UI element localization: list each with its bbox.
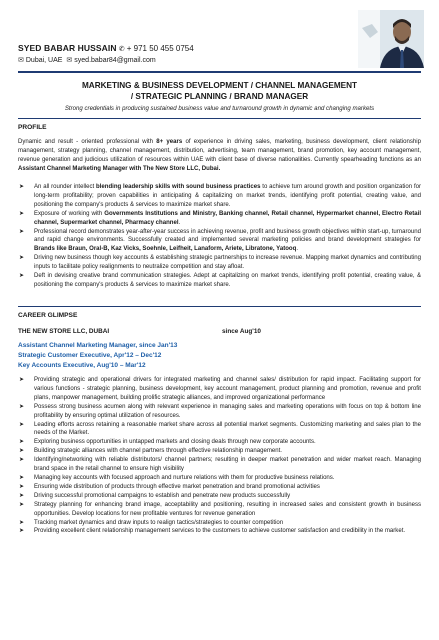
arrow-bullet-icon: ➤: [19, 492, 25, 499]
arrow-bullet-icon: ➤: [19, 184, 25, 190]
list-item: ➤ Ensuring wide distribution of products through effective market penetration and brand promotional activities: [19, 483, 320, 490]
section-divider: [18, 306, 421, 307]
career-bullets: [18, 376, 421, 536]
role-title: Key Accounts Executive, Aug'10 – Mar'12: [18, 362, 146, 369]
arrow-bullet-icon: ➤: [19, 377, 25, 383]
phone-icon: ✆: [118, 46, 125, 53]
company-since: since Aug'10: [222, 328, 261, 335]
career-heading: CAREER GLIMPSE: [18, 312, 78, 319]
candidate-name: SYED BABAR HUSSAIN: [18, 43, 117, 53]
arrow-bullet-icon: ➤: [19, 210, 25, 217]
role-title: Assistant Channel Marketing Manager, since Jan'13: [18, 342, 178, 349]
list-item: ➤ Exploring business opportunities in untapped markets and closing deals through new corporate accounts.: [19, 439, 316, 446]
header-divider: [18, 71, 421, 73]
list-item: ➤ Identifying/networking with reliable distributors/ channel partners; resulting in deeper market penetration and wider market reach. Managing brand space in the retail channel to ensure high visibility: [19, 457, 421, 473]
profile-summary: Dynamic and result - oriented professional with 8+ years of experience in driving sales, marketing, business development, client relationship management, strategy planning, channel management, distribution, advertising, team management, brand promotion, key account management, revenue generation and judicious utilization of resources within UAE with client base of diverse nationalities. Currently spearheading functions as an Assistant Channel Marketing Manager with The New Store LLC, Dubai.: [18, 139, 421, 172]
headline-tagline: Strong credentials in producing sustained business value and turnaround growth in dynamic and changing markets: [64, 105, 375, 112]
arrow-bullet-icon: ➤: [19, 439, 25, 446]
header-contact: [18, 43, 358, 66]
location: Dubai, UAE: [25, 57, 63, 64]
headline-line-2: / STRATEGIC PLANNING / BRAND MANAGER: [130, 92, 309, 101]
list-item: ➤ Tracking market dynamics and draw inputs to realign tactics/strategies to counter competition: [19, 519, 284, 526]
phone-number: + 971 50 455 0754: [126, 44, 194, 53]
list-item: ➤ Managing key accounts with focused approach and nurture relations with them for productive business relations.: [19, 474, 335, 481]
arrow-bullet-icon: ➤: [19, 483, 25, 490]
envelope-icon: ✉: [18, 57, 24, 64]
arrow-bullet-icon: ➤: [19, 519, 25, 526]
list-item: ➤ Possess strong business acumen along with relevant experience in managing sales and marketing operations with focus on top & bottom line profitability by ensuring optimal utilization of resources.: [19, 403, 421, 419]
company-name: THE NEW STORE LLC, DUBAI: [18, 328, 110, 335]
profile-photo: [358, 10, 424, 68]
arrow-bullet-icon: ➤: [19, 448, 25, 455]
list-item: ➤ Deft in devising creative brand communication strategies. Adept at capitalizing on market trends, identifying profit potential, creating value, & positioning the company's products & services to maximize market share.: [19, 273, 421, 288]
email-icon: ✉: [66, 57, 73, 64]
arrow-bullet-icon: ➤: [19, 501, 25, 508]
arrow-bullet-icon: ➤: [19, 273, 25, 280]
arrow-bullet-icon: ➤: [19, 421, 25, 428]
arrow-bullet-icon: ➤: [19, 228, 25, 235]
section-divider: [18, 118, 421, 119]
list-item: ➤ Professional record demonstrates year-after-year success in achieving revenue, profit and business growth objectives within start-up, turnaround and rapid change environments. Successfully created and implemented several marketing policies and brand development strategies for Brands like Braun, Oral-B, Kaz Vicks, Soehnle, Leifheit, Lanaform, Ariete, Libratone, Yatooq.: [19, 228, 421, 253]
list-item: ➤ Providing excellent client relationship management services to the customers to achieve customer satisfaction and credibility in the market.: [19, 528, 406, 535]
arrow-bullet-icon: ➤: [19, 403, 25, 410]
headline: [18, 80, 421, 114]
headline-line-1: MARKETING & BUSINESS DEVELOPMENT / CHANNEL MANAGEMENT: [81, 81, 358, 90]
list-item: ➤ Exposure of working with Governments Institutions and Ministry, Banking channel, Retail channel, Hypermarket channel, Electro Retail channel, Supermarket channel, Pharmacy channel.: [19, 210, 421, 226]
role-title: Strategic Customer Executive, Apr'12 – Dec'12: [18, 352, 162, 359]
arrow-bullet-icon: ➤: [19, 457, 25, 464]
list-item: ➤ Driving new business though key accounts & establishing strategic partnerships to increase revenue. Mapping market dynamics and contributing inputs to facilitate policy realignments to neutralize competition and stay afloat.: [19, 255, 421, 271]
list-item: ➤ Building strategic alliances with channel partners through effective relationship management.: [19, 448, 282, 455]
list-item: ➤ Providing strategic and operational drivers for integrated marketing and channel sales/ distribution for rapid impact. Facilitating support for various functions - strategic planning, business development, key account management, product planning and promotion, revenue and profit plans, manpower management, building prolific strategic alliances, and improved organizational performance: [19, 377, 421, 401]
list-item: ➤ Driving successful promotional campaigns to establish and penetrate new products successfully: [19, 492, 291, 499]
profile-heading: PROFILE: [18, 124, 47, 131]
arrow-bullet-icon: ➤: [19, 528, 25, 535]
arrow-bullet-icon: ➤: [19, 474, 25, 481]
profile-photo-image: [358, 10, 424, 68]
list-item: ➤ An all rounder intellect blending leadership skills with sound business practices to achieve turn around growth and position organization for long-term profitability; proven capabilities in anticipating & capitalizing on market trends, identifying profit potential, creating value, and positioning the company's products & services to maximize market share.: [19, 184, 421, 208]
list-item: ➤ Strategy planning for enhancing brand image, acceptability and positioning, resulting in increased sales and consistent growth in business opportunities. Develop locations for new profitable ventures for revenue generation: [19, 501, 421, 517]
company-row: [18, 327, 421, 336]
list-item: ➤ Leading efforts across retaining a reasonable market share across all potential market segments. Customizing marketing and sales plan to the needs of the Market.: [19, 421, 421, 437]
profile-bullets: [18, 183, 421, 290]
arrow-bullet-icon: ➤: [19, 255, 25, 262]
email-address[interactable]: syed.babar84@gmail.com: [74, 57, 156, 64]
